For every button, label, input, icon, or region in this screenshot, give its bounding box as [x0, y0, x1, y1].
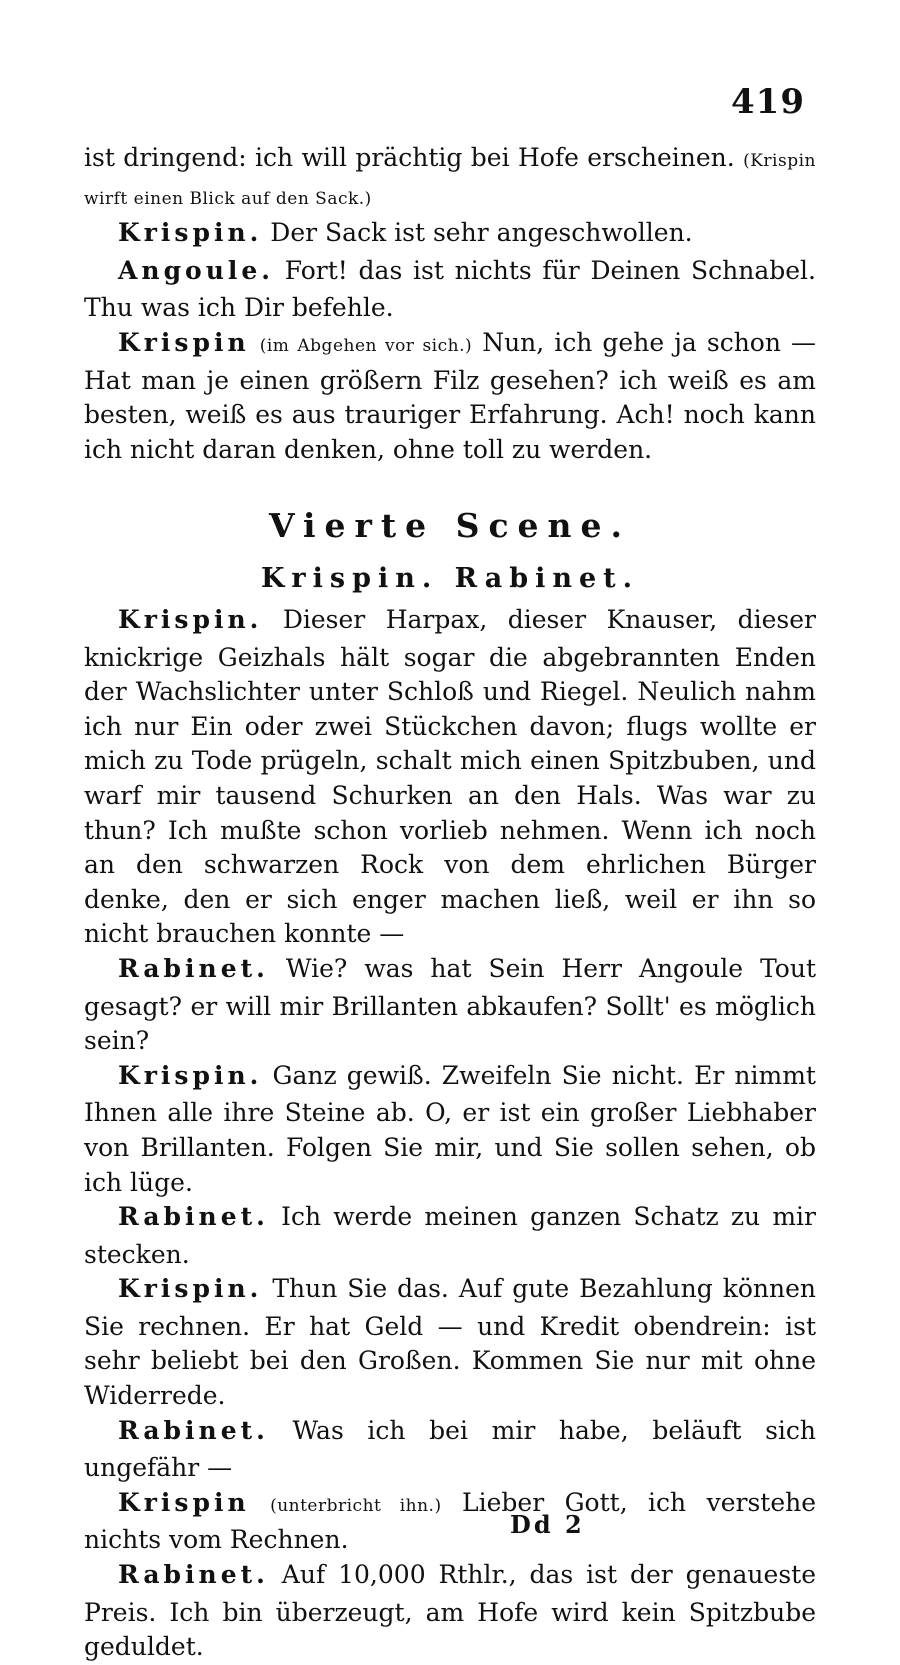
continuation-text: ist dringend: ich will prächtig bei Hofe erscheinen. [84, 143, 735, 172]
dialogue-line [84, 1200, 816, 1272]
dialogue-line [84, 952, 816, 1059]
speaker-name: Angoule. [118, 255, 275, 285]
dialogue-line [84, 216, 816, 254]
dialogue-text: Ich werde meinen ganzen Schatz zu mir stecken. [84, 1202, 816, 1269]
dialogue-text: Lieber Gott, ich verstehe nichts vom Rechnen. [84, 1487, 817, 1555]
text-block-upper [84, 141, 816, 467]
dialogue-line [84, 603, 816, 952]
speaker-name: Rabinet. [118, 1415, 269, 1445]
dialogue-line [84, 1414, 816, 1486]
speaker-name: Krispin. [118, 1060, 263, 1090]
dialogue-text: Der Sack ist sehr angeschwollen. [270, 218, 693, 248]
dialogue-line [84, 254, 816, 326]
speaker-name: Krispin. [118, 605, 263, 634]
dialogue-text: Wie? was hat Sein Herr Angoule Tout gesagt? er will mir Brillanten abkaufen? Sollt' es möglich sein? [84, 953, 816, 1056]
stage-direction: (Krispin wirft einen Blick auf den Sack.) [84, 151, 816, 209]
scene-characters: Krispin. Rabinet. [260, 563, 640, 594]
dialogue-text: Auf 10,000 Rthlr., das ist der genaueste Preis. Ich bin überzeugt, am Hofe wird kein Spitzbube geduldet. [84, 1560, 816, 1662]
speaker-name: Rabinet. [118, 1202, 269, 1232]
continuation-paragraph [84, 141, 816, 216]
stage-direction: (im Abgehen vor sich.) [259, 335, 473, 356]
dialogue-line [84, 1486, 816, 1558]
speaker-name: Krispin. [118, 218, 263, 248]
page-number: 419 [731, 82, 805, 122]
scene-title: Vierte Scene. [268, 506, 632, 545]
dialogue-line [84, 326, 816, 467]
speaker-name: Rabinet. [118, 953, 269, 983]
text-block-lower [84, 603, 816, 1665]
speaker-name: Krispin [118, 327, 250, 357]
dialogue-text: Nun, ich gehe ja schon — Hat man je einen größern Filz gesehen? ich weiß es am besten, weiß es aus trauriger Erfahrung. Ach! noch kann ich nicht daran denken, ohne toll zu werden. [84, 327, 817, 464]
dialogue-line [84, 1059, 816, 1200]
speaker-name: Krispin. [118, 1274, 263, 1304]
dialogue-line [84, 1272, 816, 1413]
dialogue-text: Ganz gewiß. Zweifeln Sie nicht. Er nimmt Ihnen alle ihre Steine ab. O, er ist ein großer Liebhaber von Brillanten. Folgen Sie mir, und Sie sollen sehen, ob ich lüge. [84, 1060, 816, 1197]
dialogue-text: Thun Sie das. Auf gute Bezahlung können Sie rechnen. Er hat Geld — und Kredit obendrein: ist sehr beliebt bei den Großen. Kommen Sie nur mit ohne Widerrede. [84, 1274, 816, 1411]
speaker-name: Krispin [118, 1487, 250, 1517]
dialogue-text: Fort! das ist nichts für Deinen Schnabel. Thu was ich Dir befehle. [84, 255, 816, 323]
stage-direction: (unterbricht ihn.) [270, 1495, 442, 1516]
speaker-name: Rabinet. [118, 1560, 269, 1590]
signature-mark: Dd 2 [510, 1510, 585, 1539]
dialogue-text: Dieser Harpax, dieser Knauser, dieser knickrige Geizhals hält sogar die abgebrannten Enden der Wachslichter unter Schloß und Riegel. Neulich nahm ich nur Ein oder zwei Stückchen davon; flugs wollte er mich zu Tode prügeln, schalt mich einen Spitzbuben, und warf mir tausend Schurken an den Hals. Was war zu thun? Ich mußte schon vorlieb nehmen. Wenn ich noch an den schwarzen Rock von dem ehrlichen Bürger denke, den er sich enger machen ließ, weil er ihn so nicht brauchen konnte — [84, 605, 816, 949]
dialogue-text: Was ich bei mir habe, beläuft sich ungefähr — [84, 1415, 816, 1483]
dialogue-line [84, 1558, 816, 1665]
